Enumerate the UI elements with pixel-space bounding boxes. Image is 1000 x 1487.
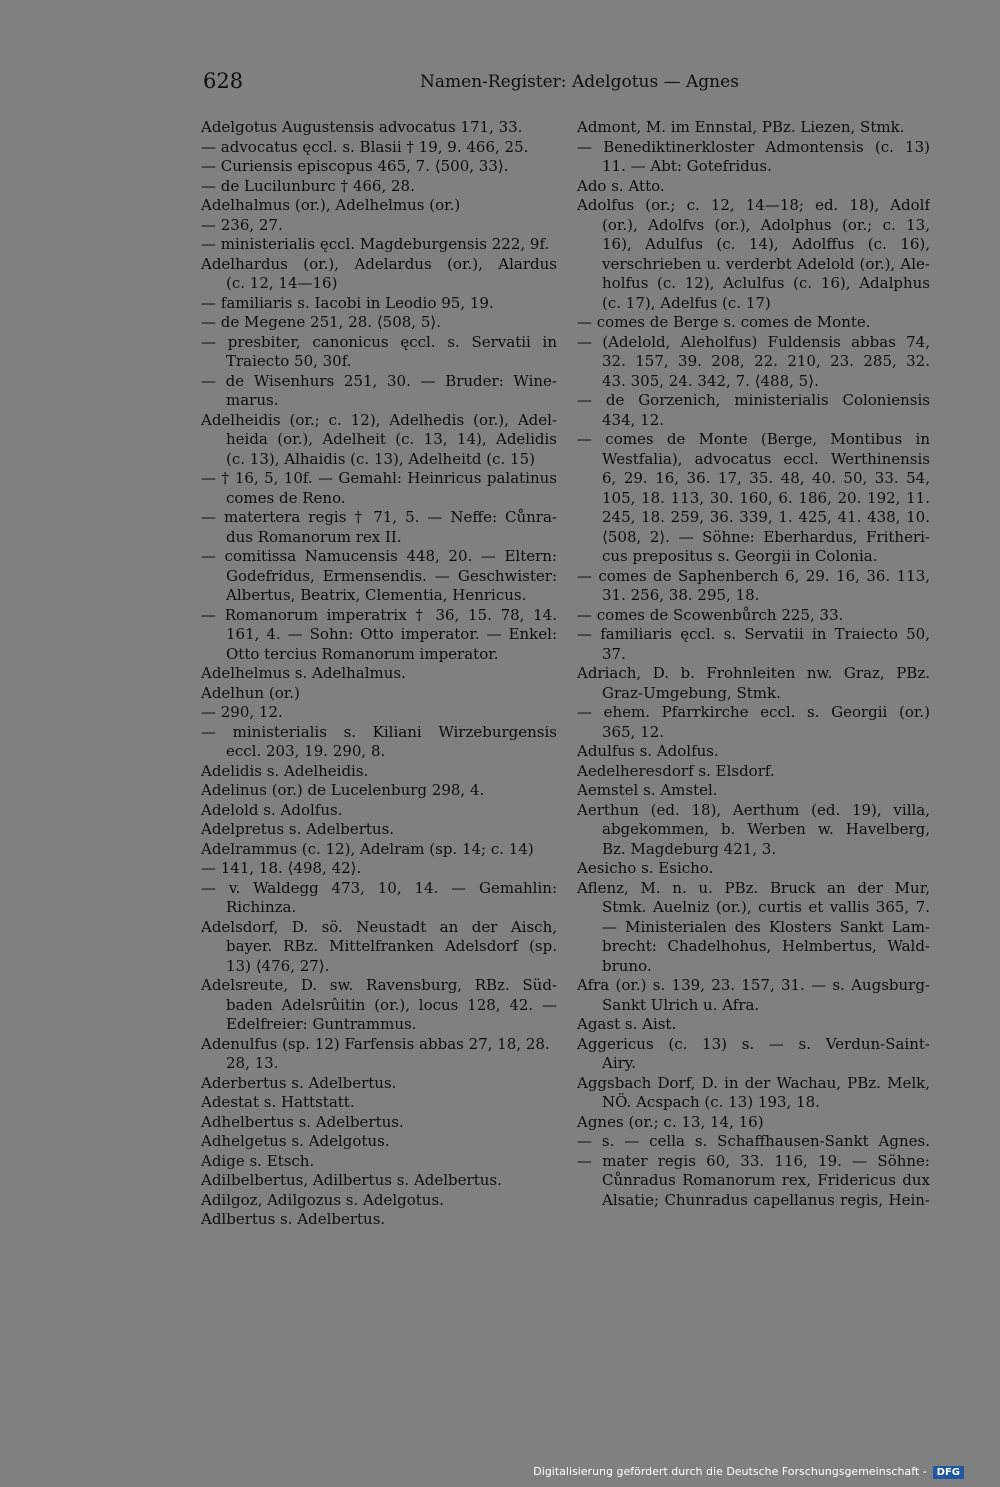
index-line: Adelhardus (or.), Adelardus (or.), Alardus xyxy=(201,254,557,273)
index-line: — advocatus ęccl. s. Blasii † 19, 9. 466, 25. xyxy=(201,137,529,156)
index-line: — mater regis 60, 33. 116, 19. — Söhne: xyxy=(577,1151,930,1170)
index-line: Adulfus s. Adolfus. xyxy=(577,742,719,760)
index-line: brecht: Chadelhohus, Helmbertus, Wald- xyxy=(602,937,930,955)
index-line: — de Wisenhurs 251, 30. — Bruder: Wine- xyxy=(201,371,557,390)
index-line: cus prepositus s. Georgii in Colonia. xyxy=(602,547,878,565)
index-line: Aemstel s. Amstel. xyxy=(577,781,718,799)
index-line: Aggsbach Dorf, D. in der Wachau, PBz. Melk, xyxy=(577,1073,930,1092)
index-line: — comes de Scowenbůrch 225, 33. xyxy=(577,605,844,624)
index-line: Traiecto 50, 30f. xyxy=(226,352,352,370)
index-line: — v. Waldegg 473, 10, 14. — Gemahlin: xyxy=(201,878,557,897)
index-line: 105, 18. 113, 30. 160, 6. 186, 20. 192, 11. xyxy=(602,488,930,507)
index-line: holfus (c. 12), Aclulfus (c. 16), Adalphus xyxy=(602,274,930,292)
index-line: Airy. xyxy=(602,1054,637,1072)
index-line: Adelold s. Adolfus. xyxy=(201,800,343,819)
index-line: 16), Adulfus (c. 14), Adolffus (c. 16), xyxy=(602,235,930,253)
index-line: Adelhalmus (or.), Adelhelmus (or.) xyxy=(201,196,461,214)
index-line: (c. 12, 14—16) xyxy=(226,274,338,292)
index-line: — de Megene 251, 28. ⟨508, 5⟩. xyxy=(201,313,442,331)
index-line: Adelinus (or.) de Lucelenburg 298, 4. xyxy=(201,781,485,799)
index-line: — 141, 18. ⟨498, 42⟩. xyxy=(201,859,362,877)
index-line: Adelheidis (or.; c. 12), Adelhedis (or.), Adel- xyxy=(201,410,557,429)
index-line: — de Gorzenich, ministerialis Coloniensis xyxy=(577,391,930,409)
index-line: Richinza. xyxy=(226,898,297,916)
index-line: Adlbertus s. Adelbertus. xyxy=(201,1210,386,1228)
index-line: dus Romanorum rex II. xyxy=(226,527,402,546)
index-line: Agnes (or.; c. 13, 14, 16) xyxy=(577,1112,764,1131)
index-line: Adelsdorf, D. sö. Neustadt an der Aisch, xyxy=(201,917,557,936)
index-line: (c. 13), Alhaidis (c. 13), Adelheitd (c. 15) xyxy=(226,449,535,468)
index-line: Adelidis s. Adelheidis. xyxy=(201,761,369,780)
index-line: Adelgotus Augustensis advocatus 171, 33. xyxy=(201,118,523,136)
index-line: 37. xyxy=(602,644,626,663)
dfg-logo: DFG xyxy=(933,1466,964,1479)
index-line: — comes de Saphenberch 6, 29. 16, 36. 113, xyxy=(577,566,930,585)
index-line: Admont, M. im Ennstal, PBz. Liezen, Stmk. xyxy=(577,118,905,136)
index-line: Adhelgetus s. Adelgotus. xyxy=(201,1132,390,1150)
index-line: Sankt Ulrich u. Afra. xyxy=(602,995,760,1014)
index-line: Albertus, Beatrix, Clementia, Henricus. xyxy=(226,586,527,604)
index-line: — 290, 12. xyxy=(201,703,283,721)
index-line: eccl. 203, 19. 290, 8. xyxy=(226,742,386,760)
index-line: (or.), Adolfvs (or.), Adolphus (or.; c. 13, xyxy=(602,215,930,234)
index-column-left xyxy=(201,118,557,1230)
footer-text: Digitalisierung gefördert durch die Deutsche Forschungsgemeinschaft - xyxy=(533,1465,927,1478)
index-line: Cůnradus Romanorum rex, Fridericus dux xyxy=(602,1171,930,1189)
index-line: verschrieben u. verderbt Adelold (or.), Ale- xyxy=(602,254,930,273)
index-line: Otto tercius Romanorum imperator. xyxy=(226,644,499,663)
index-line: bruno. xyxy=(602,956,652,975)
index-line: Adenulfus (sp. 12) Farfensis abbas 27, 18, 28. xyxy=(201,1034,550,1053)
index-line: Ado s. Atto. xyxy=(577,176,665,195)
page-number: 628 xyxy=(203,69,244,93)
index-line: baden Adelsrûitin (or.), locus 128, 42. — xyxy=(226,995,557,1014)
index-line: Aedelheresdorf s. Elsdorf. xyxy=(577,761,775,780)
index-line: Aflenz, M. n. u. PBz. Bruck an der Mur, xyxy=(577,878,930,897)
index-line: Adelhun (or.) xyxy=(201,683,300,702)
index-line: — Ministerialen des Klosters Sankt Lam- xyxy=(602,917,930,936)
index-line: 28, 13. xyxy=(226,1054,279,1072)
index-line: heida (or.), Adelheit (c. 13, 14), Adelidis xyxy=(226,430,557,448)
index-line: Aderbertus s. Adelbertus. xyxy=(201,1073,397,1092)
index-line: 11. — Abt: Gotefridus. xyxy=(602,157,772,175)
index-line: marus. xyxy=(226,391,279,409)
index-line: — presbiter, canonicus ęccl. s. Servatii in xyxy=(201,332,557,351)
index-line: (c. 17), Adelfus (c. 17) xyxy=(602,293,771,312)
index-line: — (Adelold, Aleholfus) Fuldensis abbas 74, xyxy=(577,332,930,351)
index-line: Alsatie; Chunradus capellanus regis, Hein- xyxy=(602,1190,930,1209)
index-line: — comes de Berge s. comes de Monte. xyxy=(577,313,871,331)
index-line: 6, 29. 16, 36. 17, 35. 48, 40. 50, 33. 54, xyxy=(602,469,930,487)
index-line: Adelpretus s. Adelbertus. xyxy=(201,820,395,838)
index-line: 161, 4. — Sohn: Otto imperator. — Enkel: xyxy=(226,625,557,643)
index-line: — Benediktinerkloster Admontensis (c. 13) xyxy=(577,137,930,156)
index-line: NÖ. Acspach (c. 13) 193, 18. xyxy=(602,1093,820,1111)
index-line: — Romanorum imperatrix † 36, 15. 78, 14. xyxy=(201,605,557,624)
index-line: Aggericus (c. 13) s. — s. Verdun-Saint- xyxy=(577,1034,930,1053)
index-line: — Curiensis episcopus 465, 7. ⟨500, 33⟩. xyxy=(201,157,509,175)
index-line: — † 16, 5, 10f. — Gemahl: Heinricus palatinus xyxy=(201,469,557,487)
index-line: Agast s. Aist. xyxy=(577,1015,677,1033)
index-line: Westfalia), advocatus eccl. Werthinensis xyxy=(602,449,930,468)
index-line: — comes de Monte (Berge, Montibus in xyxy=(577,430,930,448)
index-line: Aerthun (ed. 18), Aerthum (ed. 19), villa, xyxy=(577,800,930,819)
index-line: — familiaris ęccl. s. Servatii in Traiecto 50, xyxy=(577,625,930,643)
index-line: Adolfus (or.; c. 12, 14—18; ed. 18), Adolf xyxy=(577,196,930,214)
index-line: 245, 18. 259, 36. 339, 1. 425, 41. 438, 10. xyxy=(602,508,930,526)
index-line: 365, 12. xyxy=(602,722,665,741)
index-line: Adilbelbertus, Adilbertus s. Adelbertus. xyxy=(201,1171,502,1189)
index-line: Aesicho s. Esicho. xyxy=(577,859,714,877)
index-line: Graz-Umgebung, Stmk. xyxy=(602,683,781,702)
index-column-right xyxy=(577,118,930,1210)
index-line: Adelhelmus s. Adelhalmus. xyxy=(201,664,406,682)
index-line: Adhelbertus s. Adelbertus. xyxy=(201,1112,404,1131)
index-line: 434, 12. xyxy=(602,410,665,429)
index-line: Bz. Magdeburg 421, 3. xyxy=(602,839,777,858)
index-line: Edelfreier: Guntrammus. xyxy=(226,1015,417,1033)
index-line: — 236, 27. xyxy=(201,215,283,234)
index-line: bayer. RBz. Mittelfranken Adelsdorf (sp. xyxy=(226,937,557,955)
index-line: Godefridus, Ermensendis. — Geschwister: xyxy=(226,566,557,585)
index-line: Adelsreute, D. sw. Ravensburg, RBz. Süd- xyxy=(201,976,557,994)
index-line: comes de Reno. xyxy=(226,488,346,507)
index-line: Adriach, D. b. Frohnleiten nw. Graz, PBz. xyxy=(577,664,930,682)
index-line: — familiaris s. Iacobi in Leodio 95, 19. xyxy=(201,293,494,312)
index-line: Adelrammus (c. 12), Adelram (sp. 14; c. 14) xyxy=(201,839,534,858)
index-line: Adestat s. Hattstatt. xyxy=(201,1093,355,1111)
index-line: — s. — cella s. Schaffhausen-Sankt Agnes. xyxy=(577,1132,930,1150)
index-line: — ministerialis ęccl. Magdeburgensis 222, 9f. xyxy=(201,235,550,253)
index-line: — ministerialis s. Kiliani Wirzeburgensis xyxy=(201,722,557,741)
index-line: 13) ⟨476, 27⟩. xyxy=(226,956,330,975)
index-line: Adilgoz, Adilgozus s. Adelgotus. xyxy=(201,1190,444,1209)
index-line: — matertera regis † 71, 5. — Neffe: Cůnra- xyxy=(201,508,557,526)
index-line: — ehem. Pfarrkirche eccl. s. Georgii (or.) xyxy=(577,703,930,721)
index-line: — comitissa Namucensis 448, 20. — Eltern: xyxy=(201,547,557,565)
index-line: 32. 157, 39. 208, 22. 210, 23. 285, 32. xyxy=(602,352,930,370)
running-head: Namen-Register: Adelgotus — Agnes xyxy=(420,72,739,92)
footer-credit xyxy=(533,1465,964,1479)
index-line: Afra (or.) s. 139, 23. 157, 31. — s. Augsburg- xyxy=(577,976,930,994)
index-line: Stmk. Auelniz (or.), curtis et vallis 365, 7. xyxy=(602,898,930,916)
index-line: — de Lucilunburc † 466, 28. xyxy=(201,176,415,195)
index-line: ⟨508, 2⟩. — Söhne: Eberhardus, Fritheri- xyxy=(602,527,930,546)
index-line: Adige s. Etsch. xyxy=(201,1151,315,1170)
index-line: abgekommen, b. Werben w. Havelberg, xyxy=(602,820,930,838)
index-line: 31. 256, 38. 295, 18. xyxy=(602,586,760,604)
index-line: 43. 305, 24. 342, 7. ⟨488, 5⟩. xyxy=(602,371,819,390)
